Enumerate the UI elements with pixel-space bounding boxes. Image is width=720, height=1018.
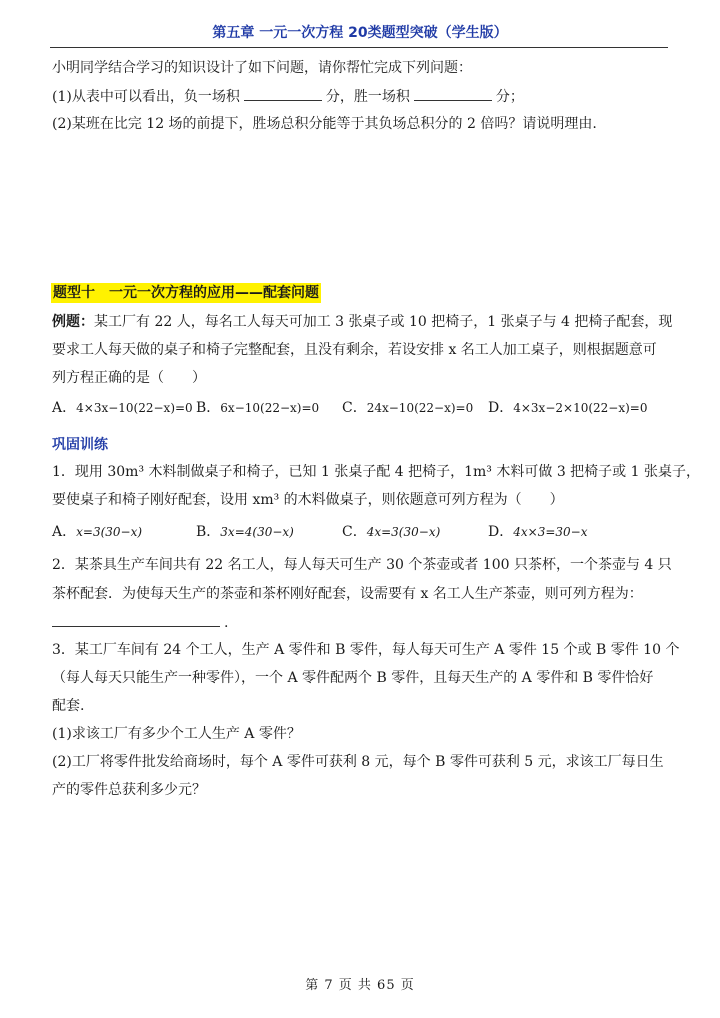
option-expression: 4×3x−2×10(22−x)=0 [513, 401, 648, 415]
practice-q1-option-b[interactable] [196, 522, 294, 542]
example-option-d[interactable] [488, 398, 647, 418]
practice-q3-line-2: （每人每天只能生产一种零件），一个 A 零件配两个 B 零件，且每天生产的 A 零件和 B 零件恰好 [52, 670, 654, 686]
answer-blank-loss-score[interactable] [244, 86, 322, 101]
page-number-footer: 第 7 页 共 65 页 [305, 978, 415, 993]
question-1-part-b: 分，胜一场积 [325, 89, 410, 105]
practice-q3-sub-2-line-1: (2)工厂将零件批发给商场时，每个 A 零件可获利 8 元，每个 B 零件可获利 5 元，求该工厂每日生 [52, 754, 664, 770]
practice-q3-sub-2-line-2: 产的零件总获利多少元？ [52, 782, 206, 798]
practice-q2-line-2: 茶杯配套．为使每天生产的茶壶和茶杯刚好配套，设需要有 x 名工人生产茶壶，则可列方程为： [52, 586, 643, 602]
example-line-1 [52, 312, 672, 332]
practice-q1-line-1: 1．现用 30m³ 木料制做桌子和椅子，已知 1 张桌子配 4 把椅子，1m³ 木料可做 3 把椅子或 1 张桌子， [52, 464, 700, 480]
option-letter: B． [196, 524, 221, 540]
option-letter: C． [342, 524, 367, 540]
header-divider [50, 47, 668, 48]
example-option-c[interactable] [342, 398, 473, 418]
question-1-part-c: 分； [495, 89, 524, 105]
question-1-line [52, 86, 524, 107]
option-expression: 4x=3(30−x) [366, 525, 441, 539]
answer-blank-win-score[interactable] [414, 86, 492, 101]
section-title: 题型十 一元一次方程的应用——配套问题 [53, 285, 319, 301]
option-letter: B． [196, 400, 221, 416]
practice-q3-line-3: 配套. [52, 698, 85, 714]
option-expression: 6x−10(22−x)=0 [220, 401, 320, 415]
practice-heading: 巩固训练 [52, 437, 108, 453]
option-letter: A． [52, 400, 77, 416]
practice-q1-option-a[interactable] [52, 522, 142, 542]
option-letter: A． [52, 524, 77, 540]
example-line-3: 列方程正确的是（ ） [52, 370, 206, 386]
example-text-1: 某工厂有 22 人，每名工人每天可加工 3 张桌子或 10 把椅子，1 张桌子与 4 把椅子配套，现 [94, 314, 673, 330]
option-letter: D． [488, 524, 514, 540]
example-label: 例题： [52, 314, 94, 330]
example-line-2: 要求工人每天做的桌子和椅子完整配套，且没有剩余，若设安排 x 名工人加工桌子，则根据题意可 [52, 342, 657, 358]
option-expression: 24x−10(22−x)=0 [366, 401, 474, 415]
question-1-part-a: (1)从表中可以看出，负一场积 [52, 89, 240, 105]
option-expression: 3x=4(30−x) [220, 525, 294, 539]
practice-q1-option-d[interactable] [488, 522, 587, 542]
question-2-line: (2)某班在比完 12 场的前提下，胜场总积分能等于其负场总积分的 2 倍吗？请说明理由. [52, 116, 597, 132]
answer-blank-equation[interactable] [52, 612, 220, 627]
practice-q3-sub-1: (1)求该工厂有多少个工人生产 A 零件？ [52, 726, 301, 742]
example-option-a[interactable] [52, 398, 193, 418]
practice-q1-option-c[interactable] [342, 522, 440, 542]
answer-period: . [224, 615, 229, 631]
page-header-title: 第五章 一元一次方程 20类题型突破（学生版） [212, 25, 508, 41]
option-letter: C． [342, 400, 367, 416]
example-option-b[interactable] [196, 398, 319, 418]
option-expression: 4×3x−10(22−x)=0 [76, 401, 193, 415]
option-letter: D． [488, 400, 514, 416]
practice-q2-line-3 [52, 612, 228, 633]
practice-q1-line-2: 要使桌子和椅子刚好配套，设用 xm³ 的木料做桌子，则依题意可列方程为（ ） [52, 492, 564, 508]
option-expression: 4x×3=30−x [513, 525, 588, 539]
option-expression: x=3(30−x) [76, 525, 143, 539]
practice-q2-line-1: 2．某茶具生产车间共有 22 名工人，每人每天可生产 30 个茶壶或者 100 只茶杯，一个茶壶与 4 只 [52, 557, 672, 573]
intro-line: 小明同学结合学习的知识设计了如下问题，请你帮忙完成下列问题： [52, 60, 472, 76]
practice-q3-line-1: 3．某工厂车间有 24 个工人，生产 A 零件和 B 零件，每人每天可生产 A 零件 15 个或 B 零件 10 个 [52, 642, 680, 658]
